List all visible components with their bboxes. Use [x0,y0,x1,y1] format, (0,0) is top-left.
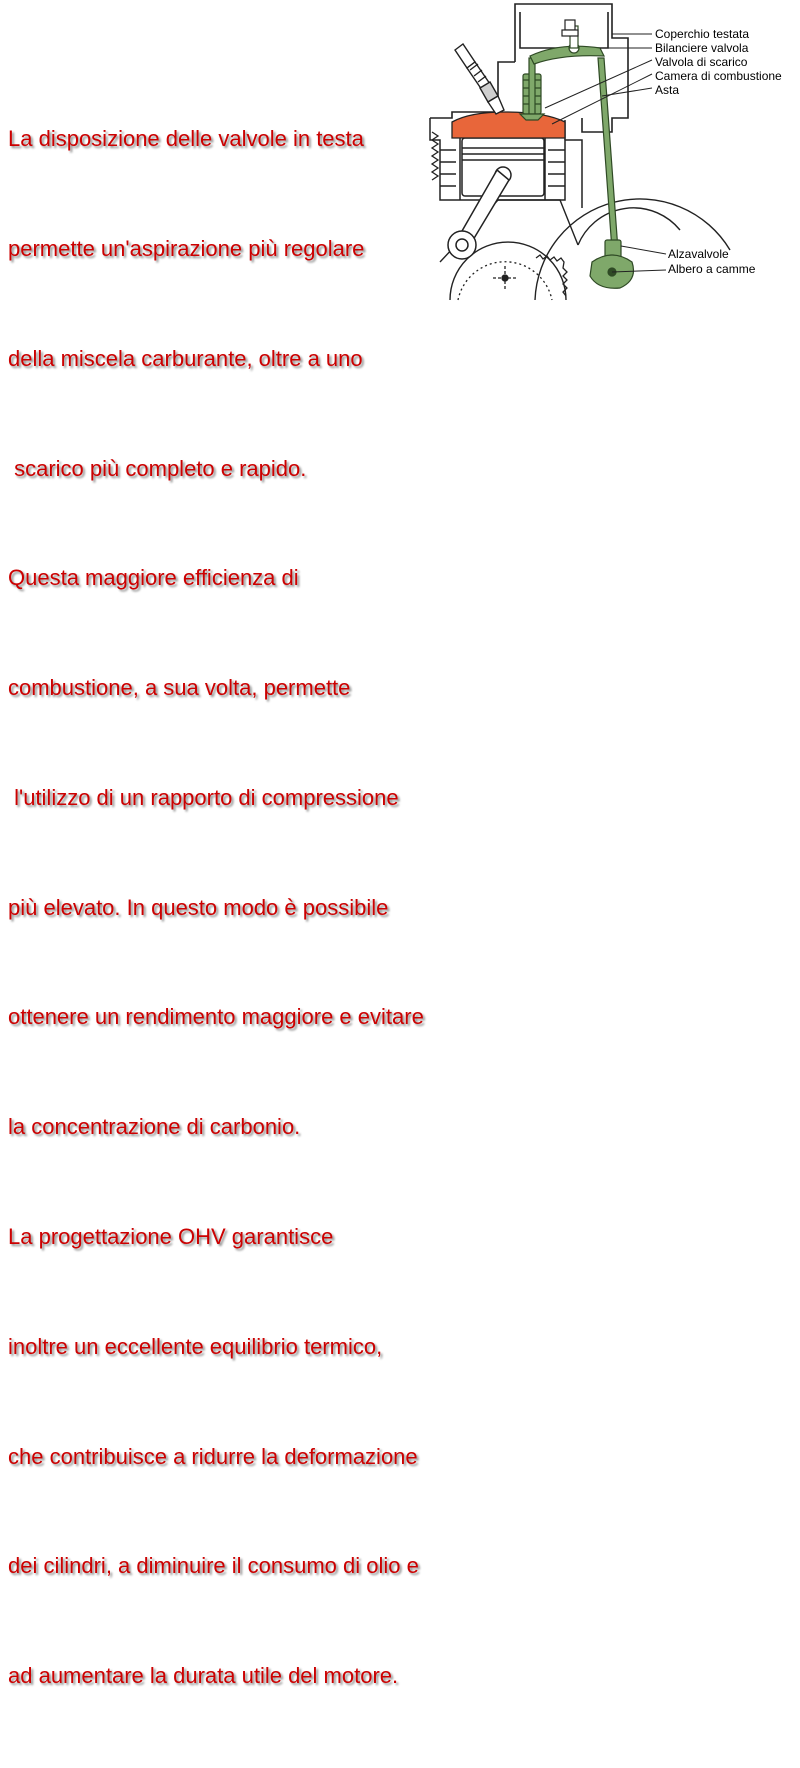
valve-stem [562,20,578,36]
ohv-engine-diagram [415,0,800,300]
body-text [8,48,508,1768]
label-albero-a-camme: Albero a camme [668,262,756,276]
valve-spring-left [432,132,438,180]
label-valvola-di-scarico: Valvola di scarico [655,55,748,69]
label-alzavalvole: Alzavalvole [668,247,729,261]
body-line: la concentrazione di carbonio. [8,1114,301,1140]
label-asta: Asta [655,83,680,97]
body-line: ad aumentare la durata utile del motore. [8,1663,399,1689]
body-line: più elevato. In questo modo è possibile [8,894,389,920]
body-line: Questa maggiore efficienza di [8,565,299,591]
body-line: l'utilizzo di un rapporto di compressione [8,784,399,810]
body-line: della miscela carburante, oltre a uno [8,345,363,371]
label-coperchio-testata: Coperchio testata [655,27,750,41]
body-line: dei cilindri, a diminuire il consumo di olio e [8,1553,419,1579]
body-line: inoltre un eccellente equilibrio termico, [8,1333,383,1359]
combustion-chamber [452,112,565,138]
body-line: La progettazione OHV garantisce [8,1224,334,1249]
body-line: combustione, a sua volta, permette [8,675,351,701]
body-line: che contribuisce a ridurre la deformazione [8,1443,418,1469]
body-line: La disposizione delle valvole in testa [8,126,364,152]
label-bilanciere-valvola: Bilanciere valvola [655,41,749,55]
body-line: ottenere un rendimento maggiore e evitare [8,1004,424,1030]
label-camera-di-combustione: Camera di combustione [655,69,782,83]
spark-plug [455,44,504,114]
body-line: permette un'aspirazione più regolare [8,235,365,261]
body-line: scarico più completo e rapido. [8,455,307,481]
